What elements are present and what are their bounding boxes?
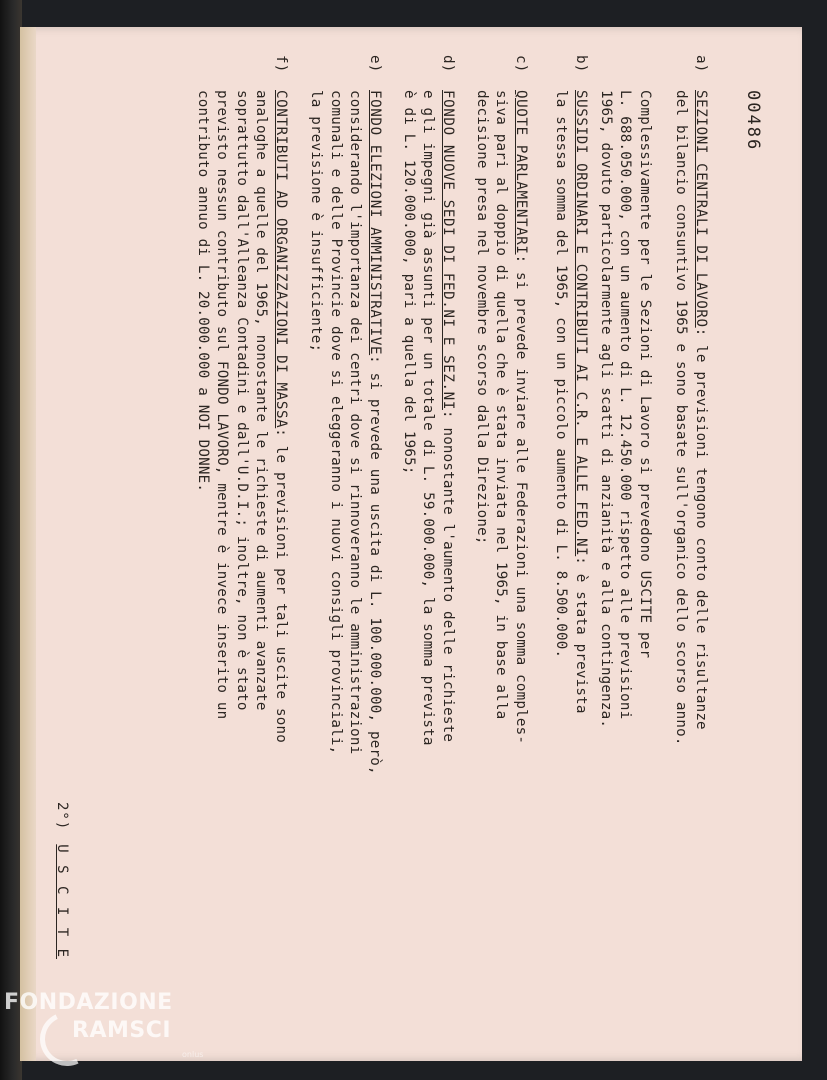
- page-edge: [20, 27, 36, 1061]
- item-heading: CONTRIBUTI AD ORGANIZZAZIONI DI MASSA: [273, 90, 289, 429]
- item-first-line: [438, 90, 458, 890]
- item-text: : nonostante l'aumento delle richieste: [440, 409, 456, 743]
- item-text: considerando l'importanza dei centri dove si rinnoveranno le amministrazioni: [347, 90, 364, 755]
- item-first-line: [511, 90, 531, 890]
- item-b: [551, 55, 590, 890]
- item-f: [193, 55, 291, 890]
- item-letter: a): [693, 55, 709, 73]
- section-title: U S C I T E: [54, 844, 70, 960]
- document-number: 00486: [743, 90, 763, 152]
- item-e: [306, 55, 384, 890]
- item-text: la stessa somma del 1965, con un piccolo aumento di L. 8.500.000.: [553, 90, 570, 659]
- item-text: : le previsioni per tali uscite sono: [273, 428, 289, 743]
- item-letter: e): [367, 55, 383, 73]
- item-text: 1965, dovuto particolarmente agli scatti di anzianità e alla contingenza.: [598, 90, 614, 729]
- item-letter: b): [573, 55, 589, 73]
- item-text: la previsione è insufficiente;: [308, 90, 325, 353]
- item-text: del bilancio consuntivo 1965 e sono basate sull'organico dello scorso anno.: [673, 90, 690, 746]
- item-text: : le previsioni tengono conto delle risultanze: [693, 327, 709, 730]
- item-heading: FONDO ELEZIONI AMMINISTRATIVE: [367, 90, 383, 356]
- item-text: decisione presa nel novembre scorso dalla Direzione;: [474, 90, 490, 545]
- item-text: : si prevede una uscita di L. 100.000.000, però,: [367, 355, 383, 775]
- item-first-line: [691, 90, 711, 890]
- item-text: Complessivamente per le Sezioni di Lavoro si prevedono USCITE per: [637, 90, 653, 659]
- item-text: soprattutto dall'Alleanza Contadini e dall'U.D.I.; inoltre, non è stato: [234, 90, 250, 711]
- book-binding: [0, 0, 22, 1080]
- item-text: e gli impegni già assunti per un totale di L. 59.000.000, la somma prevista: [420, 90, 437, 746]
- item-letter: d): [440, 55, 456, 73]
- item-first-line: [365, 90, 385, 890]
- item-d: [399, 55, 458, 890]
- item-first-line: [271, 90, 291, 890]
- item-heading: SEZIONI CENTRALI DI LAVORO: [693, 90, 709, 328]
- item-a: [596, 55, 711, 890]
- item-first-line: [571, 90, 591, 890]
- section-number: 2°): [54, 802, 70, 831]
- watermark-line2: RAMSCI: [72, 1018, 172, 1043]
- item-heading: SUSSIDI ORDINARI E CONTRIBUTI AI C.R. E ALLE FED.NI: [573, 90, 589, 557]
- item-heading: FONDO NUOVE SEDI DI FED.NI E SEZ.NI: [440, 90, 456, 410]
- item-letter: f): [273, 55, 289, 73]
- item-heading: QUOTE PARLAMENTARI: [513, 90, 529, 255]
- item-text: L. 688.050.000, con un aumento di L. 12.450.000 rispetto alle previsioni: [617, 90, 634, 720]
- item-text: : è stata prevista: [573, 556, 589, 714]
- item-text: è di L. 120.000.000, pari a quella del 1965;: [401, 90, 417, 475]
- watermark-small: onlus: [182, 1050, 204, 1059]
- rotated-text-block: [90, 55, 763, 990]
- item-text: previsto nessun contributo sul FONDO LAVORO, mentre è invece inserito un: [214, 90, 231, 720]
- item-text: comunali e delle Provincie dove si eleggeranno i nuovi consigli provinciali,: [328, 90, 344, 755]
- item-text: analoghe a quelle del 1965, nonostante le richieste di aumenti avanzate: [253, 90, 270, 711]
- section-heading: [40, 802, 70, 1022]
- item-text: contributo annuo di L. 20.000.000 a NOI DONNE.: [195, 90, 211, 493]
- watermark-line1: FONDAZIONE: [4, 990, 173, 1015]
- item-letter: c): [513, 55, 529, 73]
- item-text: siva pari al doppio di quella che è stata inviata nel 1965, in base alla: [493, 90, 510, 720]
- item-text: : si prevede inviare alle Federazioni una somma comples-: [513, 254, 529, 745]
- item-c: [472, 55, 531, 890]
